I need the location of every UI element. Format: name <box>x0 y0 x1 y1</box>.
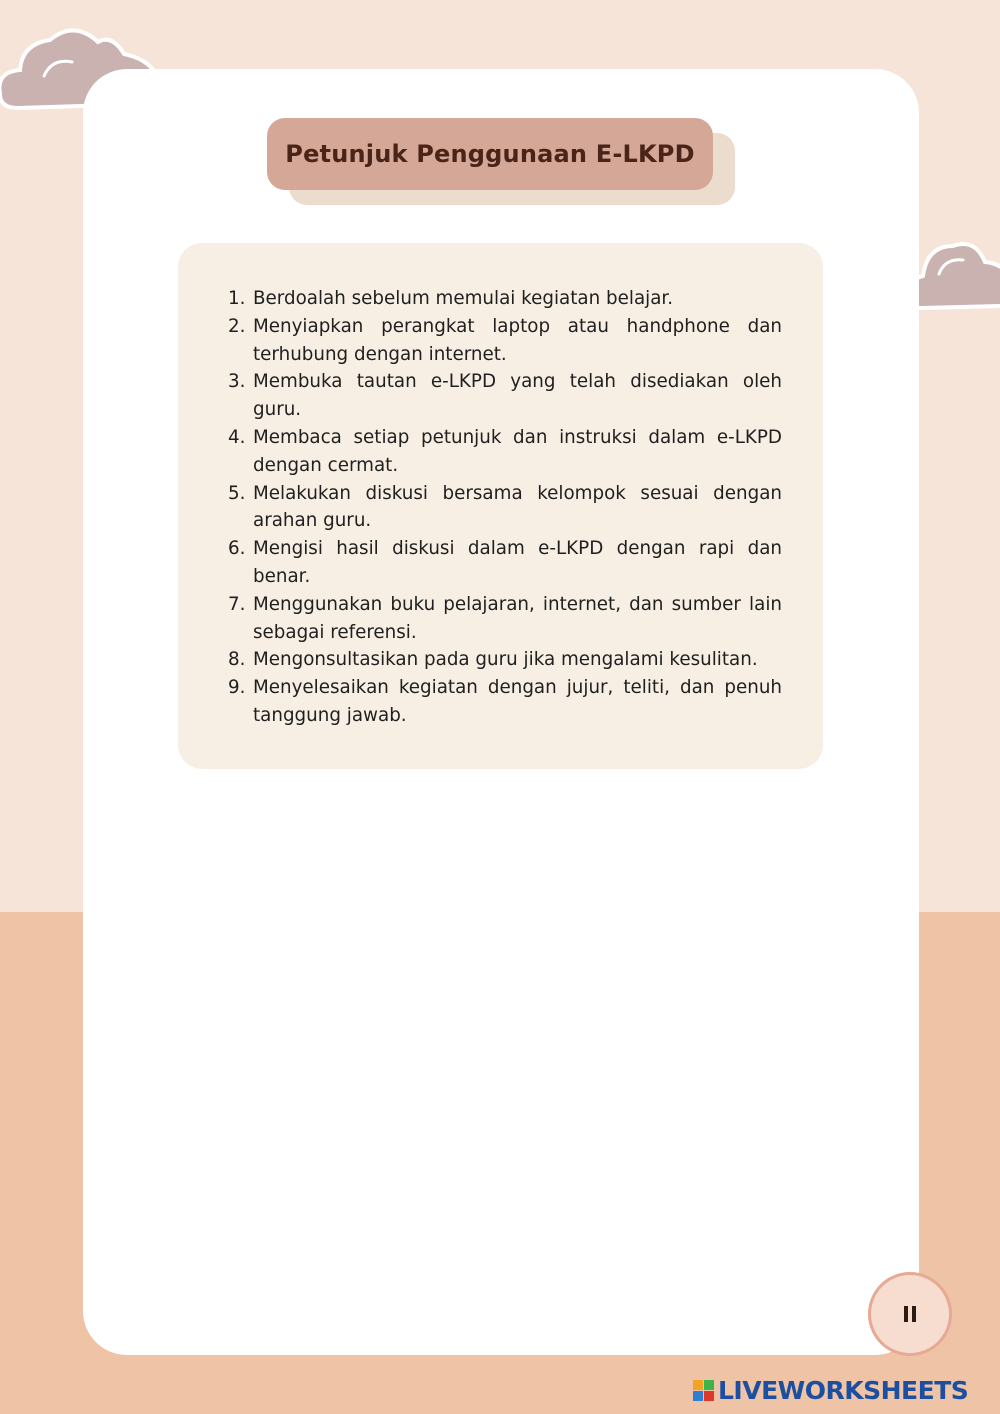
instruction-item <box>228 424 782 480</box>
logo-text: LIVEWORKSHEETS <box>718 1375 969 1405</box>
instruction-number: 7. <box>228 593 246 615</box>
instruction-number: 3. <box>228 371 246 393</box>
instruction-text: Menggunakan buku pelajaran, internet, dan sumber lain sebagai referensi. <box>253 593 782 643</box>
instruction-text: Menyelesaikan kegiatan dengan jujur, teliti, dan penuh tanggung jawab. <box>253 677 782 726</box>
instruction-number: 6. <box>228 538 246 560</box>
page-title: Petunjuk Penggunaan E-LKPD <box>285 140 695 168</box>
instruction-item <box>228 368 782 424</box>
instruction-item <box>228 646 782 674</box>
instruction-text: Mengonsultasikan pada guru jika mengalami kesulitan. <box>253 649 758 671</box>
title-banner <box>267 118 713 190</box>
instruction-text: Berdoalah sebelum memulai kegiatan belajar. <box>253 288 674 309</box>
instruction-number: 5. <box>228 482 246 504</box>
instruction-number: 4. <box>228 426 246 448</box>
instruction-text: Menyiapkan perangkat laptop atau handphone dan terhubung dengan internet. <box>253 315 782 365</box>
liveworksheets-badge-icon <box>693 1380 714 1401</box>
pause-button[interactable] <box>868 1272 952 1356</box>
instruction-item <box>228 591 782 647</box>
instruction-text: Melakukan diskusi bersama kelompok sesuai dengan arahan guru. <box>253 482 782 532</box>
instructions-list <box>228 285 782 730</box>
instruction-item <box>228 535 782 591</box>
instruction-item <box>228 313 782 369</box>
instruction-number: 9. <box>228 677 246 699</box>
instruction-item <box>228 480 782 536</box>
instruction-item <box>228 674 782 730</box>
pause-icon <box>904 1306 916 1322</box>
instruction-text: Membuka tautan e-LKPD yang telah disediakan oleh guru. <box>253 371 782 421</box>
instruction-number: 8. <box>228 649 246 671</box>
instruction-number: 2. <box>228 315 246 337</box>
instructions-panel <box>178 243 823 769</box>
liveworksheets-logo[interactable] <box>693 1376 968 1404</box>
instruction-number: 1. <box>228 288 246 309</box>
instruction-text: Mengisi hasil diskusi dalam e-LKPD dengan rapi dan benar. <box>253 538 782 587</box>
instruction-item <box>228 285 782 313</box>
instruction-text: Membaca setiap petunjuk dan instruksi dalam e-LKPD dengan cermat. <box>253 426 782 476</box>
cloud-decoration-right <box>905 230 1000 315</box>
